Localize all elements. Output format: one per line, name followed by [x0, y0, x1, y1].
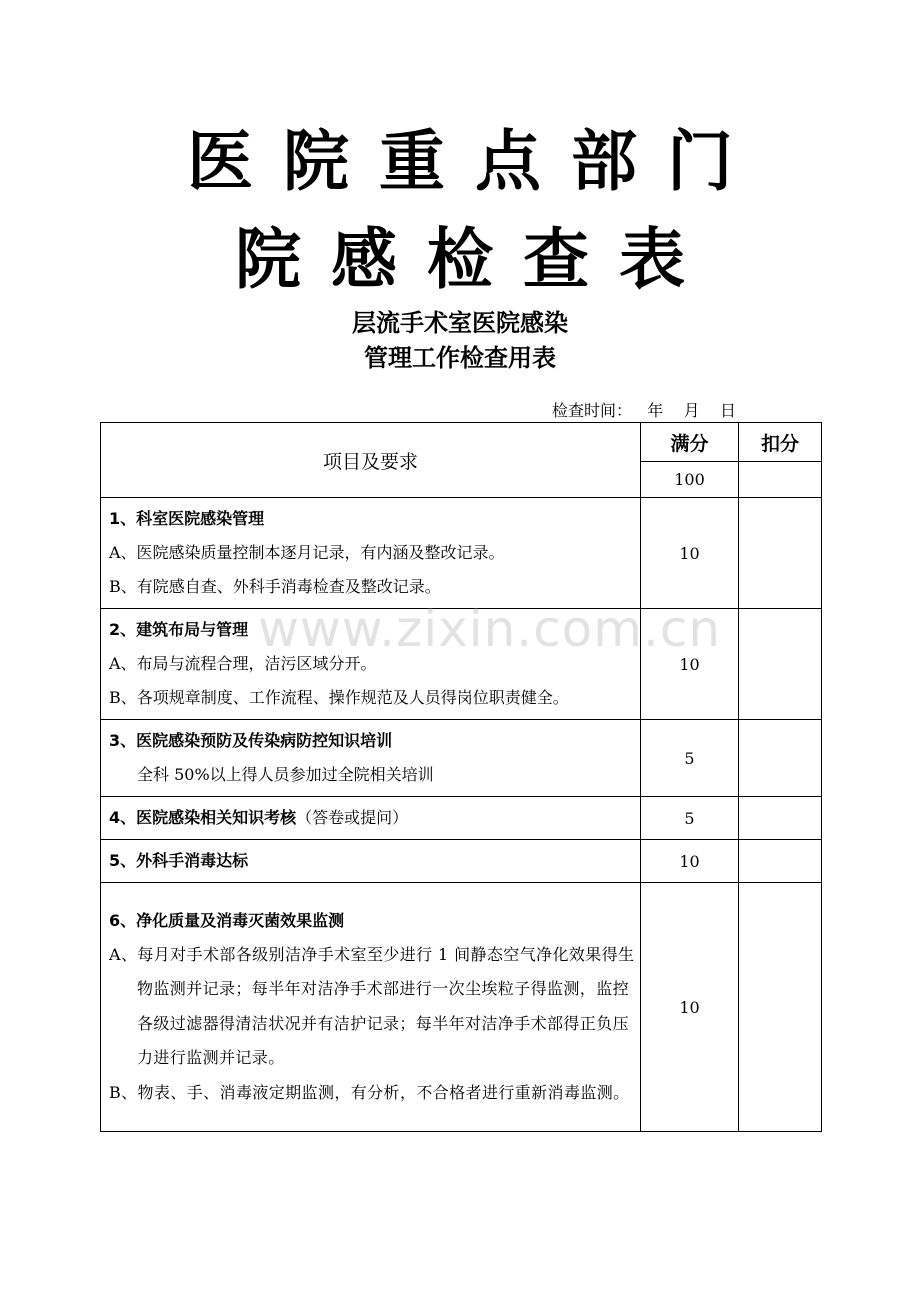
main-title-line2: 院感检查表	[235, 221, 715, 298]
section-2-items	[101, 609, 641, 720]
section-2-deduction-cell[interactable]	[739, 609, 822, 720]
section-5-deduction-cell[interactable]	[739, 840, 822, 883]
section-5-items	[101, 840, 641, 883]
requirement-line: A、布局与流程合理，洁污区域分开。	[109, 654, 377, 673]
section-1-score: 10	[641, 498, 739, 609]
requirement-line: B、各项规章制度、工作流程、操作规范及人员得岗位职责健全。	[109, 688, 569, 707]
section-1-deduction-cell[interactable]	[739, 498, 822, 609]
requirement-line: 全科 50%以上得人员参加过全院相关培训	[137, 765, 434, 784]
section-6-score: 10	[641, 883, 739, 1132]
requirement-line: A、医院感染质量控制本逐月记录，有内涵及整改记录。	[109, 543, 505, 562]
requirement-paragraph: B、物表、手、消毒液定期监测，有分析，不合格者进行重新消毒监测。	[109, 1082, 630, 1102]
section-heading: 5、外科手消毒达标	[109, 851, 249, 870]
section-heading-note: （答卷或提问）	[296, 808, 409, 827]
table-row	[101, 720, 822, 797]
section-5-score: 10	[641, 840, 739, 883]
table-row	[101, 840, 822, 883]
requirement-line: B、有院感自查、外科手消毒检查及整改记录。	[109, 577, 441, 596]
section-6-deduction-cell[interactable]	[739, 883, 822, 1132]
section-1-items	[101, 498, 641, 609]
table-row	[101, 797, 822, 840]
section-4-deduction-cell[interactable]	[739, 797, 822, 840]
header-deduction: 扣分	[739, 423, 822, 462]
table-row	[101, 609, 822, 720]
section-heading: 2、建筑布局与管理	[109, 620, 249, 639]
section-3-deduction-cell[interactable]	[739, 720, 822, 797]
subtitle-line1: 层流手术室医院感染	[352, 309, 568, 337]
section-3-items	[101, 720, 641, 797]
section-heading: 1、科室医院感染管理	[109, 509, 265, 528]
inspection-table	[100, 422, 822, 1132]
total-full-score: 100	[641, 462, 739, 498]
table-row	[101, 498, 822, 609]
section-heading: 4、医院感染相关知识考核	[109, 808, 297, 827]
requirement-paragraph: A、每月对手术部各级别洁净手术室至少进行 1 间静态空气净化效果得生物监测并记录；每半年对洁净手术部进行一次尘埃粒子得监测，监控各级过滤器得清洁状况并有洁护记录；每半年对洁净手术部得正负压力进行监测并记录。	[109, 944, 635, 1068]
header-item-requirements: 项目及要求	[101, 423, 641, 498]
section-2-score: 10	[641, 609, 739, 720]
section-4-score: 5	[641, 797, 739, 840]
watermark-text: www.zixin.com.cn	[258, 600, 722, 658]
table-row	[101, 883, 822, 1132]
inspection-date-line: 检查时间： 年 月 日	[552, 401, 736, 420]
header-full-score: 满分	[641, 423, 739, 462]
section-4-items	[101, 797, 641, 840]
main-title-line1: 医院重点部门	[187, 123, 763, 200]
section-3-score: 5	[641, 720, 739, 797]
subtitle-line2: 管理工作检查用表	[364, 344, 556, 372]
total-deduction-cell[interactable]	[739, 462, 822, 498]
section-heading: 6、净化质量及消毒灭菌效果监测	[109, 910, 345, 930]
section-6-items	[101, 883, 641, 1132]
section-heading: 3、医院感染预防及传染病防控知识培训	[109, 731, 393, 750]
